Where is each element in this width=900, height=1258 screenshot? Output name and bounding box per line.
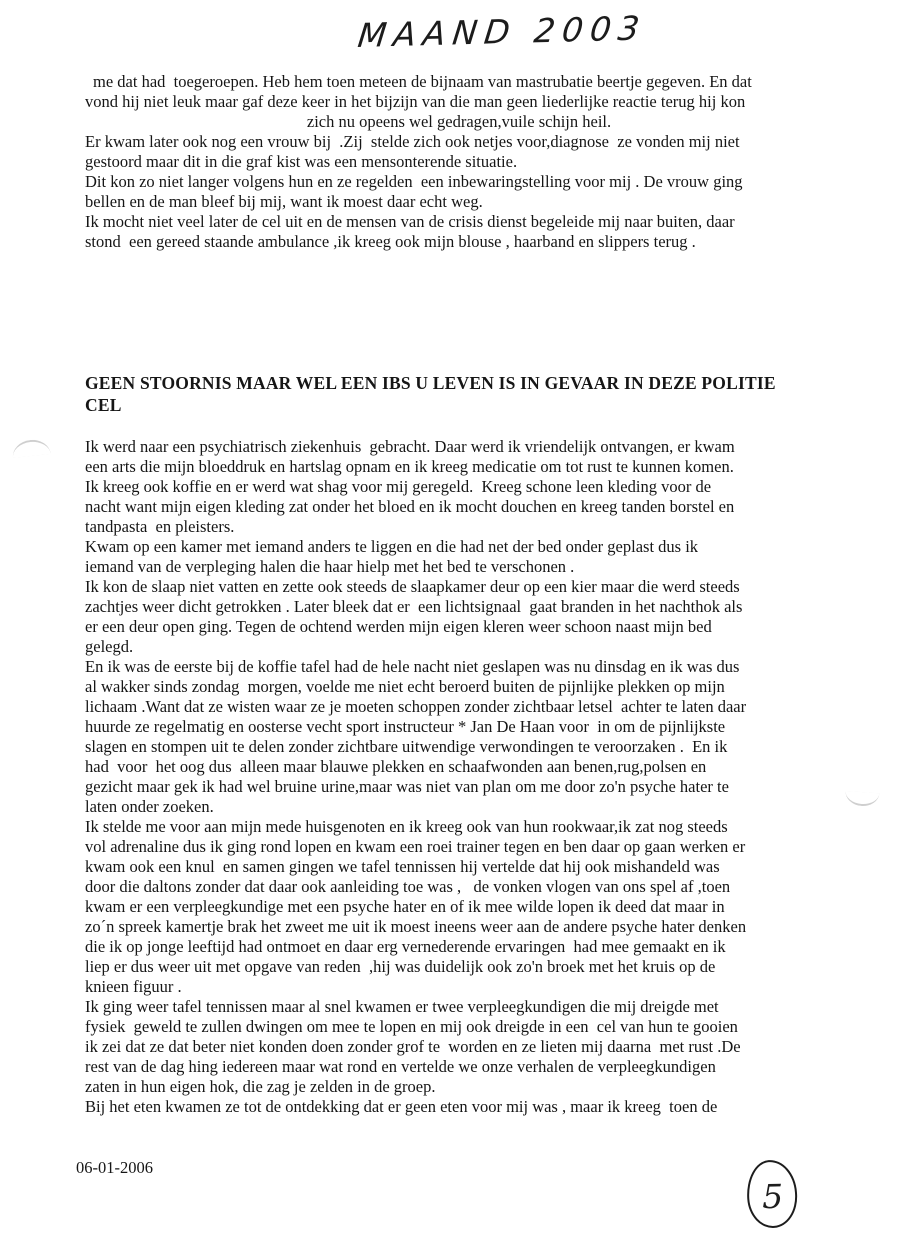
text-line: Bij het eten kwamen ze tot de ontdekking dat er geen eten voor mij was , maar ik kreeg toen de (85, 1097, 718, 1116)
pencil-mark-right (845, 791, 880, 807)
text-line: ik zei dat ze dat beter niet konden doen zonder grof te worden en ze lieten mij daarna met rust .De (85, 1037, 741, 1056)
text-line: gelegd. (85, 637, 134, 656)
text-line: door die daltons zonder dat daar ook aanleiding toe was , de vonken vlogen van ons spel af ,toen (85, 877, 731, 896)
text-line: vol adrenaline dus ik ging rond lopen en kwam een roei trainer tegen en ben daar op gaan werken er (85, 837, 746, 856)
text-line: slagen en stompen uit te delen zonder zichtbare uitwendige verwondingen te veroorzaken . En ik (85, 737, 728, 756)
text-line: gezicht maar gek ik had wel bruine urine,maar was niet van plan om me door zo'n psyche hater te (85, 777, 729, 796)
text-line: me dat had toegeroepen. Heb hem toen meteen de bijnaam van mastrubatie beertje gegeven. En dat (93, 72, 752, 91)
text-line: GEEN STOORNIS MAAR WEL EEN IBS U LEVEN IS IN GEVAAR IN DEZE POLITIE (85, 373, 776, 393)
text-line: fysiek geweld te zullen dwingen om mee te lopen en mij ook dreigde in een cel van hun te gooien (85, 1017, 738, 1036)
text-line: liep er dus weer uit met opgave van reden ,hij was duidelijk ook zo'n broek met het kruis op de (85, 957, 716, 976)
text-line: die ik op jonge leeftijd had ontmoet en daar erg vernederende ervaringen had mee gemaakt en ik (85, 937, 726, 956)
text-line: een arts die mijn bloeddruk en hartslag opnam en ik kreeg medicatie om tot rust te kunnen komen. (85, 457, 734, 476)
text-line: Ik ging weer tafel tennissen maar al snel kwamen er twee verpleegkundigen die mij dreigde met (85, 997, 719, 1016)
text-line: lichaam .Want dat ze wisten waar ze je moeten schoppen zonder zichtbaar letsel achter te laten daar (85, 697, 747, 716)
text-line: laten onder zoeken. (85, 797, 214, 816)
page-number-digit: 5 (761, 1176, 783, 1216)
handwritten-month-annotation: MAAND 2003 (355, 8, 649, 55)
text-line: En ik was de eerste bij de koffie tafel had de hele nacht niet geslapen was nu dinsdag en ik was dus (85, 657, 740, 676)
text-line: rest van de dag hing iedereen maar wat rond en vertelde we onze verhalen de verpleegkundigen (85, 1057, 716, 1076)
text-line: CEL (85, 395, 122, 415)
text-line: Kwam op een kamer met iemand anders te liggen en die had net der bed onder geplast dus ik (85, 537, 699, 556)
pencil-mark-left (11, 438, 50, 458)
text-line: knieen figuur . (85, 977, 182, 996)
text-line: kwam ook een knul en samen gingen we tafel tennissen hij vertelde dat hij ook mishandeld was (85, 857, 720, 876)
text-line: Ik kreeg ook koffie en er werd wat shag voor mij geregeld. Kreeg schone leen kleding voor de (85, 477, 712, 496)
text-line: Ik werd naar een psychiatrisch ziekenhuis gebracht. Daar werd ik vriendelijk ontvangen, er kwam (85, 437, 735, 456)
text-line: er een deur open ging. Tegen de ochtend werden mijn eigen kleren weer schoon naast mijn bed (85, 617, 712, 636)
text-line: had voor het oog dus alleen maar blauwe plekken en schaafwonden aan benen,rug,polsen en (85, 757, 707, 776)
text-line: Ik mocht niet veel later de cel uit en de mensen van de crisis dienst begeleide mij naar buiten, daar (85, 212, 735, 231)
intro-lines-after-center (85, 132, 833, 252)
text-line: stond een gereed staande ambulance ,ik kreeg ook mijn blouse , haarband en slippers terug . (85, 232, 696, 251)
main-text-body (85, 437, 833, 1117)
text-line: Ik stelde me voor aan mijn mede huisgenoten en ik kreeg ook van hun rookwaar,ik zat nog steeds (85, 817, 728, 836)
text-line: nacht want mijn eigen kleding zat onder het bloed en ik mocht douchen en kreeg tanden borstel en (85, 497, 735, 516)
text-line: iemand van de verpleging halen die haar hielp met het bed te verschonen . (85, 557, 575, 576)
text-line: Ik kon de slaap niet vatten en zette ook steeds de slaapkamer deur op een kier maar die werd steeds (85, 577, 740, 596)
section-heading (85, 372, 833, 416)
intro-lines-before-center (85, 72, 833, 112)
text-line: al wakker sinds zondag morgen, voelde me niet echt beroerd buiten de pijnlijke plekken op mijn (85, 677, 725, 696)
text-line: huurde ze regelmatig en oosterse vecht sport instructeur * Jan De Haan voor in om de pijnlijkste (85, 717, 726, 736)
text-line: tandpasta en pleisters. (85, 517, 235, 536)
text-line: Dit kon zo niet langer volgens hun en ze regelden een inbewaringstelling voor mij . De vrouw ging (85, 172, 743, 191)
text-line: bellen en de man bleef bij mij, want ik moest daar echt weg. (85, 192, 483, 211)
text-line: zachtjes weer dicht getrokken . Later bleek dat er een lichtsignaal gaat branden in het nachthok als (85, 597, 743, 616)
text-line: Er kwam later ook nog een vrouw bij .Zij stelde zich ook netjes voor,diagnose ze vonden mij niet (85, 132, 740, 151)
text-line: vond hij niet leuk maar gaf deze keer in het bijzijn van die man geen liederlijke reactie terug hij kon (85, 92, 746, 111)
text-line: zo´n spreek kamertje brak het zweet me uit ik moest ineens weer aan de andere psyche hater denken (85, 917, 747, 936)
handwritten-page-number-circle (745, 1158, 800, 1229)
intro-paragraphs (85, 72, 833, 252)
text-line: kwam er een verpleegkundige met een psyche hater en of ik mee wilde lopen ik deed dat maar in (85, 897, 725, 916)
footer-date: 06-01-2006 (76, 1158, 153, 1177)
text-line: gestoord maar dit in die graf kist was een mensonterende situatie. (85, 152, 518, 171)
text-line: zaten in hun eigen hok, die zag je zelden in de groep. (85, 1077, 436, 1096)
centered-text-line: zich nu opeens wel gedragen,vuile schijn heil. (306, 112, 612, 131)
